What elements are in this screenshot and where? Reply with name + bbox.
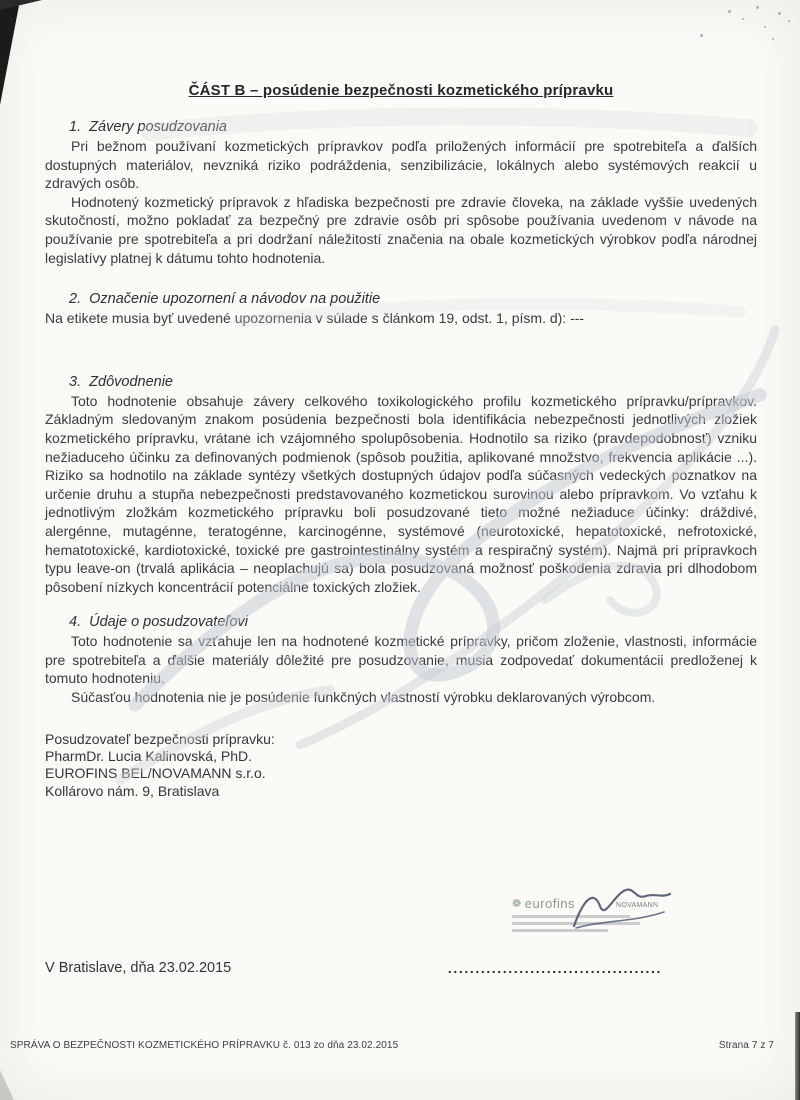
pen-mark xyxy=(788,20,790,22)
section-3-heading: 3. Zdôvodnenie xyxy=(69,373,173,390)
footer-report-reference: SPRÁVA O BEZPEČNOSTI KOZMETICKÉHO PRÍPRAVKU č. 013 zo dňa 23.02.2015 xyxy=(10,1040,399,1051)
section-4-paragraph: Toto hodnotenie sa vzťahuje len na hodnotené kozmetické prípravky, pričom zloženie, vlastnosti, informácie pre spotrebiteľa a ďalšie materiály dôležité pre posudzovanie, musia zodpovedať dokumentácii predloženej k tomuto hodnoteniu. xyxy=(45,633,757,687)
eurofins-flower-icon: ❁ xyxy=(512,898,522,910)
assessor-name: PharmDr. Lucia Kalinovská, PhD. xyxy=(45,748,252,765)
document-title: ČÁST B – posúdenie bezpečnosti kozmetického prípravku xyxy=(188,82,614,99)
date-row xyxy=(45,960,755,976)
pen-mark xyxy=(742,18,744,20)
footer-page-number: Strana 7 z 7 xyxy=(718,1040,774,1051)
scan-corner-artifact-bottom-left xyxy=(0,1070,14,1100)
section-2-heading: 2. Označenie upozornení a návodov na použitie xyxy=(69,291,381,308)
pen-mark xyxy=(756,6,759,9)
section-1-paragraph: Pri bežnom používaní kozmetických prípravkov podľa priložených informácií pre spotrebiteľa a ďalších dostupných materiálov, nevzniká riziko podráždenia, senzibilizácie, lokálnych alebo systémových reakcií u zdravých osôb. xyxy=(45,138,757,192)
section-4-paragraph: Súčasťou hodnotenia nie je posúdenie funkčných vlastností výrobku deklarovaných výrobcom. xyxy=(71,689,656,706)
signature-dotted-line: ....................................... xyxy=(447,960,662,976)
pen-mark xyxy=(728,10,731,13)
section-2-paragraph: Na etikete musia byť uvedené upozornenia v súlade s článkom 19, odst. 1, písm. d): --- xyxy=(45,310,585,327)
section-1-heading: 1. Závery posudzovania xyxy=(69,119,227,135)
place-date-line: V Bratislave, dňa 23.02.2015 xyxy=(45,960,232,976)
pen-mark xyxy=(778,12,781,15)
assessor-address: Kollárovo nám. 9, Bratislava xyxy=(45,782,220,799)
pen-mark xyxy=(764,26,766,28)
assessor-block xyxy=(45,731,757,801)
scan-edge-artifact-right xyxy=(795,1012,800,1100)
assessor-company: EUROFINS BEL/NOVAMANN s.r.o. xyxy=(45,765,266,782)
assessor-intro: Posudzovateľ bezpečnosti prípravku: xyxy=(45,730,275,747)
pen-mark xyxy=(772,38,774,40)
stamp-company-text: NOVAMANN xyxy=(616,902,659,909)
scan-corner-artifact-top-left xyxy=(0,0,20,105)
scan-edge-artifact-top xyxy=(0,0,42,10)
section-4-heading: 4. Údaje o posudzovateľovi xyxy=(69,614,248,631)
stamp-brand-text: eurofins xyxy=(524,896,575,911)
document-body xyxy=(45,82,757,800)
section-1-paragraph: Hodnotený kozmetický prípravok z hľadiska bezpečnosti pre zdravie človeka, na základe vyššie uvedených skutočností, možno pokladať za bezpečný pre zdravie osôb pri spôsobe používania uvedenom v návode na používanie pre spotrebiteľa a pri dodržaní náležitostí značenia na obale kozmetických výrobkov podľa národnej legislatívy platnej k dátumu tohto hodnotenia. xyxy=(45,193,757,266)
company-stamp xyxy=(512,896,687,954)
handwritten-signature xyxy=(568,884,678,934)
pen-mark xyxy=(700,34,703,37)
section-3-paragraph: Toto hodnotenie obsahuje závery celkového toxikologického profilu kozmetického prípravku/prípravkov. Základným sledovaným znakom posúdenia bezpečnosti bola identifikácia nebezpečnosti jednotlivých zložiek kozmetického prípravku, vrátane ich vzájomného spolupôsobenia. Hodnotilo sa riziko (pravdepodobnosť) vzniku nežiaduceho účinku za definovaných podmienok (spôsob použitia, aplikované množstvo, frekvencia aplikácie ...). Riziko sa hodnotilo na základe syntézy všetkých dostupných údajov podľa súčasných vedeckých poznatkov na určenie druhu a stupňa nebezpečnosti predstavovaného kozmetickou surovinou alebo prípravkom. Vo vzťahu k jednotlivým zložkám kozmetického prípravku boli posudzované tieto možné nežiaduce účinky: dráždivé, alergénne, mutagénne, teratogénne, karcinogénne, systémové (neurotoxické, hepatotoxické, nefrotoxické, hematotoxické, kardiotoxické, toxické pre gastrointestinálny systém a respiračný systém). Najmä pri prípravkoch typu leave-on (trvalá aplikácia – neoplachujú sa) bola posudzovaná možnosť poškodenia zdravia pri dlhodobom pôsobení nízkych koncentrácií potenciálne toxických zložiek. xyxy=(45,392,757,595)
page-footer xyxy=(10,1040,774,1051)
